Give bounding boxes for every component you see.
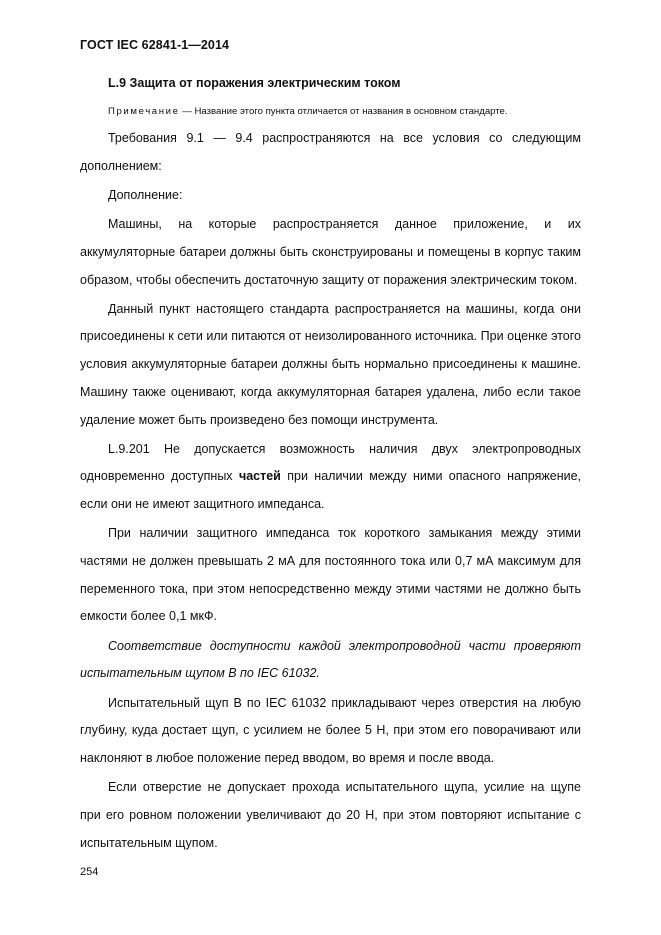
note-text: — Название этого пункта отличается от названия в основном стандарте. xyxy=(179,106,508,117)
body-text xyxy=(80,125,581,859)
paragraph-requirements: Требования 9.1 — 9.4 распространяются на все условия со следующим дополнением: xyxy=(80,131,581,173)
paragraph-compliance-italic: Соответствие доступности каждой электропроводной части проверяют испытательным щупом В по IEC 61032. xyxy=(80,638,581,681)
document-header: ГОСТ IEC 62841-1—2014 xyxy=(80,38,230,52)
section-note xyxy=(108,106,508,117)
paragraph-opening: Если отверстие не допускает прохода испытательного щупа, усилие на щупе при его ровном положении увеличивают до 20 Н, при этом повторяют испытание с испытательным щупом. xyxy=(80,780,581,850)
paragraph-machines-protection: Машины, на которые распространяется данное приложение, и их аккумуляторные батареи должны быть сконструированы и помещены в корпус таким образом, чтобы обеспечить достаточную защиту от поражения электрическим током. xyxy=(80,217,581,287)
paragraph-l9-201-end: при наличии между ними опасного напряжение, если они не имеют защитного импеданса. xyxy=(80,469,582,512)
paragraph-addition-label: Дополнение: xyxy=(108,187,183,202)
page-number: 254 xyxy=(80,866,99,878)
paragraph-l9-201-bold-term: частей xyxy=(238,469,281,484)
paragraph-scope: Данный пункт настоящего стандарта распространяется на машины, когда они присоединены к сети или питаются от неизолированного источника. При оценке этого условия аккумуляторные батареи должны быть нормально присоединены к машине. Машину также оценивают, когда аккумуляторная батарея удалена, либо если такое удаление может быть произведено без помощи инструмента. xyxy=(80,301,581,427)
paragraph-test-probe: Испытательный щуп В по IEC 61032 прикладывают через отверстия на любую глубину, куда достает щуп, с усилием не более 5 Н, при этом его поворачивают или наклоняют в любое положение перед вводом, во время и после ввода. xyxy=(80,695,581,765)
note-label: Примечание xyxy=(108,106,180,117)
section-title: L.9 Защита от поражения электрическим током xyxy=(108,76,401,90)
paragraph-l9-201 xyxy=(80,436,581,519)
paragraph-l9-201-start: L.9.201 Не допускается возможность наличия двух электропроводных одновременно доступных xyxy=(80,441,581,484)
paragraph-protective-impedance: При наличии защитного импеданса ток короткого замыкания между этими частями не должен превышать 2 мА для постоянного тока или 0,7 мА максимум для переменного тока, при этом непосредственно между этими частями не должно быть емкости более 0,1 мкФ. xyxy=(80,526,581,624)
